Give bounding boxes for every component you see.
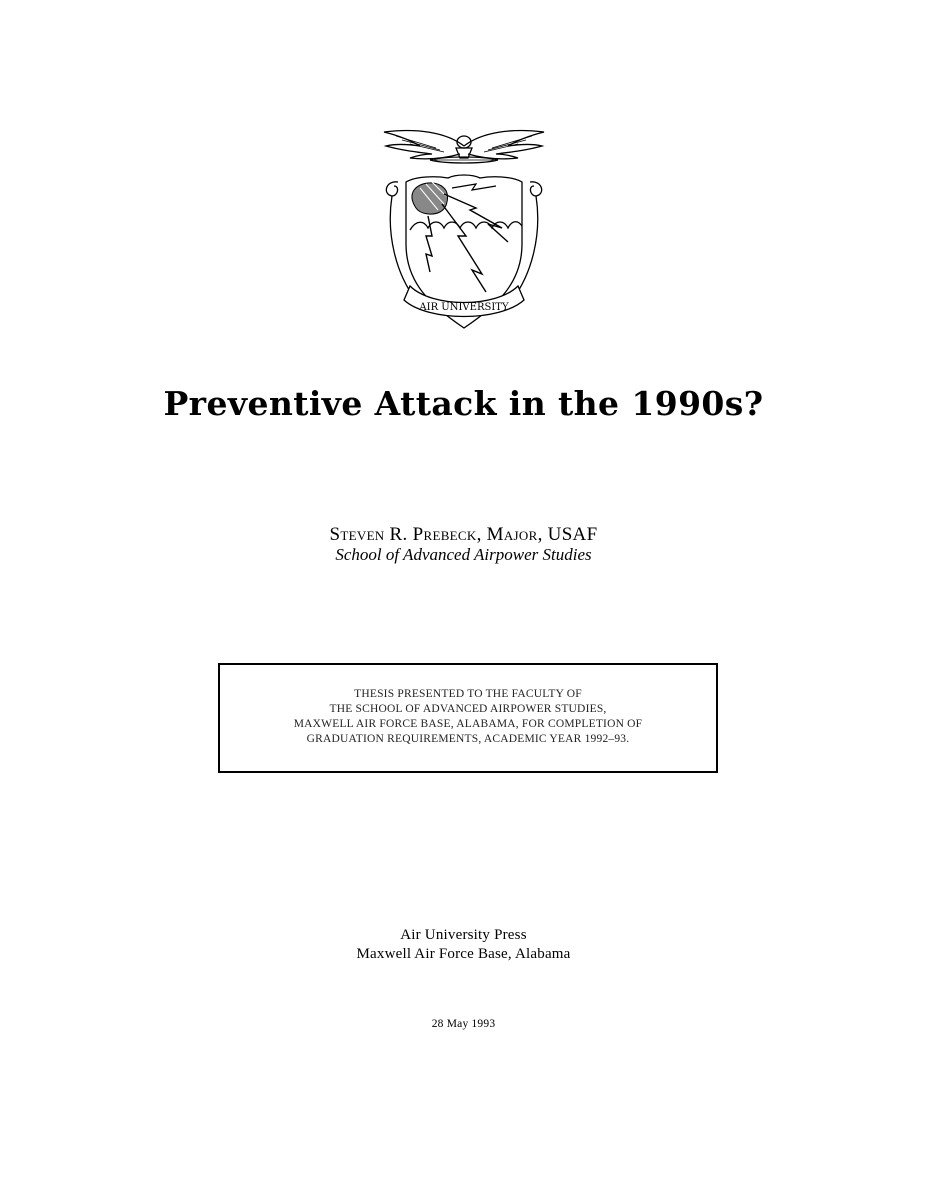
- thesis-line: MAXWELL AIR FORCE BASE, ALABAMA, FOR COMPLETION OF: [293, 718, 643, 730]
- publication-date: 28 May 1993: [431, 1018, 496, 1030]
- thesis-line: THESIS PRESENTED TO THE FACULTY OF: [354, 688, 582, 700]
- thesis-statement: [220, 687, 716, 747]
- publisher-location: Maxwell Air Force Base, Alabama: [356, 946, 571, 962]
- author-name: Steven R. Prebeck, Major, USAF: [329, 524, 598, 545]
- document-title: Preventive Attack in the 1990s?: [163, 384, 764, 423]
- thesis-statement-box: [218, 663, 718, 773]
- school-name: School of Advanced Airpower Studies: [335, 545, 592, 564]
- thesis-line: GRADUATION REQUIREMENTS, ACADEMIC YEAR 1992–93.: [306, 733, 630, 745]
- publisher-block: [0, 926, 927, 964]
- thesis-line: THE SCHOOL OF ADVANCED AIRPOWER STUDIES,: [329, 703, 607, 715]
- emblem-ribbon-text: AIR UNIVERSITY: [419, 302, 509, 313]
- air-university-emblem: [376, 124, 552, 338]
- publisher-name: Air University Press: [400, 927, 527, 943]
